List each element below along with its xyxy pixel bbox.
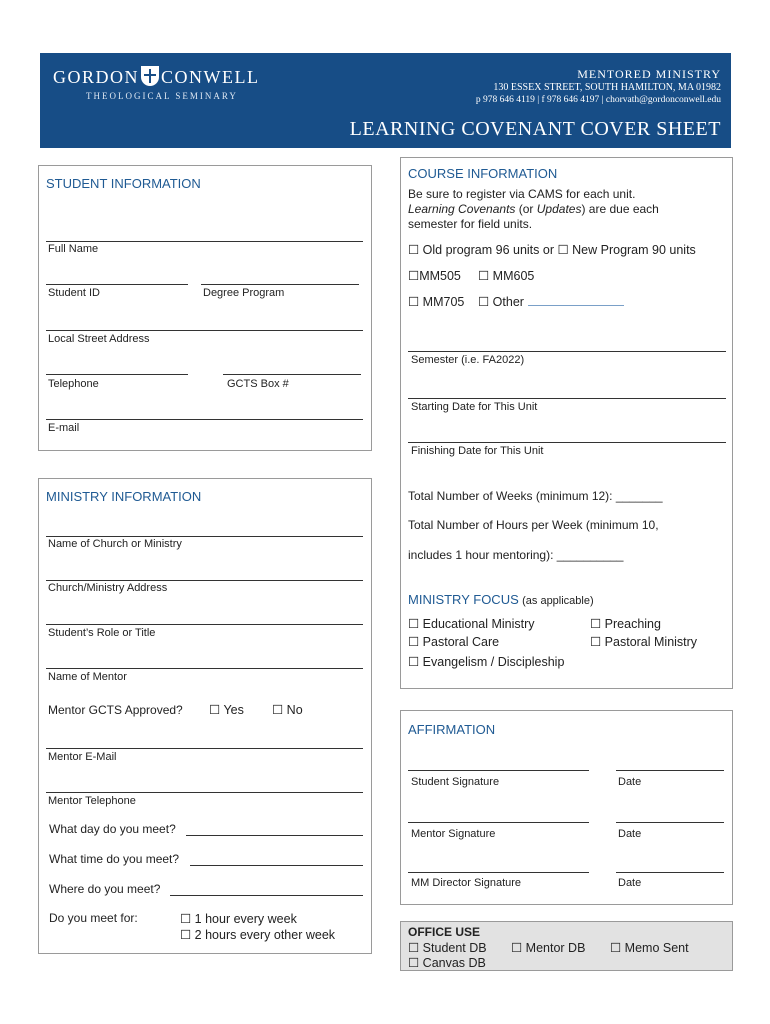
course-note-line1: Be sure to register via CAMS for each unit. <box>408 187 636 201</box>
focus-pastoral-care-checkbox[interactable]: ☐ Pastoral Care <box>408 635 500 649</box>
director-date-field[interactable] <box>616 861 724 873</box>
gcts-box-field[interactable] <box>223 363 361 375</box>
canvas-db-checkbox[interactable]: ☐ Canvas DB <box>408 956 486 970</box>
student-db-checkbox[interactable]: ☐ Student DB <box>408 941 487 955</box>
focus-preaching-checkbox[interactable]: ☐ Preaching <box>590 617 661 631</box>
start-date-label: Starting Date for This Unit <box>411 401 538 413</box>
approved-yes-checkbox[interactable]: ☐ Yes <box>209 703 244 717</box>
focus-educational-checkbox[interactable]: ☐ Educational Ministry <box>408 617 535 631</box>
role-field[interactable] <box>46 611 363 625</box>
course-information-box <box>400 157 733 689</box>
email-field[interactable] <box>46 406 363 420</box>
mentor-db-checkbox[interactable]: ☐ Mentor DB <box>511 941 586 955</box>
student-section-title: STUDENT INFORMATION <box>46 176 201 191</box>
letterhead-banner <box>40 53 731 148</box>
office-use-box <box>400 921 733 971</box>
director-signature-label: MM Director Signature <box>411 877 522 889</box>
student-information-box <box>38 165 372 451</box>
semester-field[interactable] <box>408 338 726 352</box>
course-note-line3: semester for field units. <box>408 217 533 231</box>
meeting-time-label: What time do you meet? <box>49 852 180 866</box>
finish-date-label: Finishing Date for This Unit <box>411 445 544 457</box>
start-date-field[interactable] <box>408 385 726 399</box>
street-address-field[interactable] <box>46 317 363 331</box>
student-date-field[interactable] <box>616 759 724 771</box>
full-name-label: Full Name <box>48 243 99 255</box>
mentor-name-field[interactable] <box>46 655 363 669</box>
mm705-checkbox[interactable]: ☐ MM705 <box>408 295 465 309</box>
logo-wordmark: GORDON CONWELL <box>53 67 260 87</box>
other-course-field[interactable] <box>528 296 624 306</box>
telephone-label: Telephone <box>48 378 99 390</box>
mentor-date-field[interactable] <box>616 811 724 823</box>
other-course-checkbox[interactable]: ☐ Other <box>478 294 624 309</box>
church-name-field[interactable] <box>46 523 363 537</box>
meeting-place-label: Where do you meet? <box>49 882 161 896</box>
logo-subtitle: THEOLOGICAL SEMINARY <box>86 91 238 101</box>
total-weeks-field[interactable]: Total Number of Weeks (minimum 12): _______ <box>408 489 663 503</box>
gcts-box-label: GCTS Box # <box>227 378 289 390</box>
mentor-approved-label: Mentor GCTS Approved? <box>48 703 183 717</box>
mm505-checkbox[interactable]: ☐MM505 <box>408 269 461 283</box>
frequency-biweekly-checkbox[interactable]: ☐ 2 hours every other week <box>180 928 336 942</box>
student-signature-field[interactable] <box>408 759 589 771</box>
form-title: LEARNING COVENANT COVER SHEET <box>349 118 721 140</box>
meeting-place-field[interactable] <box>170 882 363 896</box>
meeting-day-label: What day do you meet? <box>49 822 176 836</box>
church-address-field[interactable] <box>46 567 363 581</box>
approved-no-checkbox[interactable]: ☐ No <box>272 703 303 717</box>
meeting-frequency-label: Do you meet for: <box>49 911 138 925</box>
street-address-label: Local Street Address <box>48 333 150 345</box>
memo-sent-checkbox[interactable]: ☐ Memo Sent <box>610 941 689 955</box>
mentor-signature-label: Mentor Signature <box>411 828 496 840</box>
mentor-date-label: Date <box>618 828 642 840</box>
student-id-label: Student ID <box>48 287 100 299</box>
meeting-time-field[interactable] <box>190 852 363 866</box>
mentor-email-field[interactable] <box>46 735 363 749</box>
mentor-phone-field[interactable] <box>46 779 363 793</box>
department-address: 130 ESSEX STREET, SOUTH HAMILTON, MA 01982 <box>493 82 721 93</box>
church-address-label: Church/Ministry Address <box>48 582 168 594</box>
shield-icon <box>141 66 159 86</box>
telephone-field[interactable] <box>46 363 188 375</box>
ministry-information-box <box>38 478 372 954</box>
office-use-title: OFFICE USE <box>408 925 481 939</box>
ministry-section-title: MINISTRY INFORMATION <box>46 489 202 504</box>
email-label: E-mail <box>48 422 80 434</box>
semester-label: Semester (i.e. FA2022) <box>411 354 525 366</box>
frequency-weekly-checkbox[interactable]: ☐ 1 hour every week <box>180 912 297 926</box>
meeting-day-field[interactable] <box>186 822 363 836</box>
program-choice-checkboxes[interactable]: ☐ Old program 96 units or ☐ New Program 90 units <box>408 243 696 257</box>
church-name-label: Name of Church or Ministry <box>48 538 182 550</box>
role-label: Student’s Role or Title <box>48 627 156 639</box>
affirmation-box <box>400 710 733 905</box>
hours-per-week-field[interactable]: includes 1 hour mentoring): __________ <box>408 548 624 562</box>
course-note-line2: Learning Covenants (or Updates) are due each <box>408 202 659 216</box>
degree-program-field[interactable] <box>201 273 359 285</box>
finish-date-field[interactable] <box>408 429 726 443</box>
mentor-name-label: Name of Mentor <box>48 671 127 683</box>
mentor-email-label: Mentor E-Mail <box>48 751 117 763</box>
focus-pastoral-ministry-checkbox[interactable]: ☐ Pastoral Ministry <box>590 635 698 649</box>
degree-program-label: Degree Program <box>203 287 285 299</box>
affirmation-section-title: AFFIRMATION <box>408 722 496 737</box>
student-date-label: Date <box>618 776 642 788</box>
director-date-label: Date <box>618 877 642 889</box>
department-name: MENTORED MINISTRY <box>577 67 721 81</box>
hours-per-week-label: Total Number of Hours per Week (minimum 10, <box>408 518 659 532</box>
course-section-title: COURSE INFORMATION <box>408 166 558 181</box>
mm605-checkbox[interactable]: ☐ MM605 <box>478 269 535 283</box>
mentor-phone-label: Mentor Telephone <box>48 795 136 807</box>
student-id-field[interactable] <box>46 273 188 285</box>
focus-evangelism-checkbox[interactable]: ☐ Evangelism / Discipleship <box>408 655 565 669</box>
department-contact: p 978 646 4119 | f 978 646 4197 | chorvath@gordonconwell.edu <box>475 95 721 105</box>
director-signature-field[interactable] <box>408 861 589 873</box>
ministry-focus-heading: MINISTRY FOCUS (as applicable) <box>408 592 594 607</box>
student-signature-label: Student Signature <box>411 776 500 788</box>
full-name-field[interactable] <box>46 228 363 242</box>
mentor-signature-field[interactable] <box>408 811 589 823</box>
